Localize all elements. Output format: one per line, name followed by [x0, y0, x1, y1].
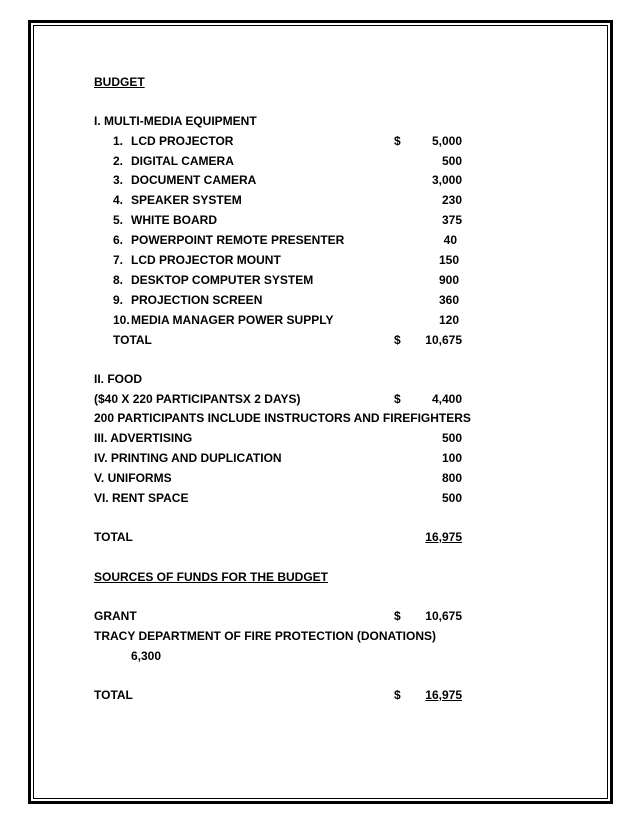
- item-amount: 40: [443, 233, 457, 247]
- item-label: POWERPOINT REMOTE PRESENTER: [131, 233, 345, 247]
- item-amount: 150: [438, 253, 459, 267]
- item-number: 4.: [113, 193, 124, 207]
- item-amount: 500: [441, 431, 462, 445]
- item-label: V. UNIFORMS: [94, 471, 172, 485]
- currency-symbol: $: [394, 688, 401, 702]
- grant-amount: 10,675: [425, 609, 462, 623]
- currency-symbol: $: [394, 392, 401, 406]
- item-amount: 800: [441, 471, 462, 485]
- item-amount: 100: [441, 451, 462, 465]
- item-label: VI. RENT SPACE: [94, 491, 189, 505]
- donation-label: TRACY DEPARTMENT OF FIRE PROTECTION (DONATIONS): [94, 629, 436, 643]
- item-number: 7.: [113, 253, 124, 267]
- item-number: 2.: [113, 154, 124, 168]
- item-amount: 120: [438, 313, 459, 327]
- item-label: WHITE BOARD: [131, 213, 217, 227]
- item-number: 8.: [113, 273, 124, 287]
- item-label: DESKTOP COMPUTER SYSTEM: [131, 273, 314, 287]
- item-label: LCD PROJECTOR MOUNT: [131, 253, 281, 267]
- item-amount: 5,000: [431, 134, 462, 148]
- food-note: 200 PARTICIPANTS INCLUDE INSTRUCTORS AND FIREFIGHTERS: [94, 411, 471, 425]
- item-label: LCD PROJECTOR: [131, 134, 234, 148]
- item-amount: 230: [441, 193, 462, 207]
- equipment-total-amount: 10,675: [425, 333, 462, 347]
- item-label: SPEAKER SYSTEM: [131, 193, 242, 207]
- item-label: MEDIA MANAGER POWER SUPPLY: [131, 313, 334, 327]
- item-number: 3.: [113, 173, 124, 187]
- item-amount: 360: [438, 293, 459, 307]
- item-amount: 3,000: [431, 173, 462, 187]
- item-label: DIGITAL CAMERA: [131, 154, 234, 168]
- item-number: 10.: [113, 313, 130, 327]
- item-number: 1.: [113, 134, 124, 148]
- item-number: 9.: [113, 293, 124, 307]
- grand-total-label: TOTAL: [94, 530, 133, 544]
- item-amount: 375: [441, 213, 462, 227]
- budget-heading: BUDGET: [94, 75, 145, 89]
- sources-total-amount: 16,975: [425, 688, 462, 702]
- currency-symbol: $: [394, 333, 401, 347]
- food-detail: ($40 X 220 PARTICIPANTSX 2 DAYS): [94, 392, 301, 406]
- item-label: PROJECTION SCREEN: [131, 293, 263, 307]
- currency-symbol: $: [394, 609, 401, 623]
- currency-symbol: $: [394, 134, 401, 148]
- grand-total-amount: 16,975: [425, 530, 462, 544]
- equipment-section-title: I. MULTI-MEDIA EQUIPMENT: [94, 114, 257, 128]
- donation-amount: 6,300: [131, 649, 162, 663]
- sources-heading: SOURCES OF FUNDS FOR THE BUDGET: [94, 570, 329, 584]
- sources-total-label: TOTAL: [94, 688, 133, 702]
- item-label: DOCUMENT CAMERA: [131, 173, 257, 187]
- item-number: 6.: [113, 233, 124, 247]
- item-amount: 500: [441, 154, 462, 168]
- item-label: IV. PRINTING AND DUPLICATION: [94, 451, 282, 465]
- item-amount: 500: [441, 491, 462, 505]
- equipment-total-label: TOTAL: [113, 333, 152, 347]
- item-number: 5.: [113, 213, 124, 227]
- food-amount: 4,400: [431, 392, 462, 406]
- food-section-title: II. FOOD: [94, 372, 142, 386]
- grant-label: GRANT: [94, 609, 137, 623]
- item-amount: 900: [438, 273, 459, 287]
- item-label: III. ADVERTISING: [94, 431, 193, 445]
